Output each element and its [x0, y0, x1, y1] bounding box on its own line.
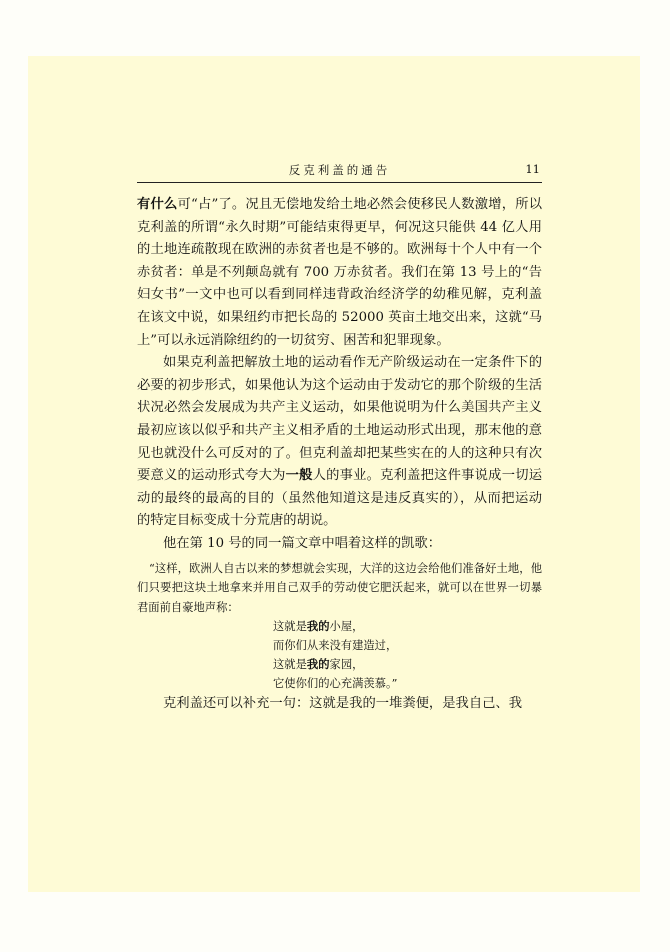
- quote-text: “这样，欧洲人自古以来的梦想就会实现，大洋的这边会给他们准备好土地，他们只要把这块土地拿来并用自己双手的劳动使它肥沃起来，就可以在世界一切暴君面前自豪地声称：: [137, 561, 542, 614]
- paragraph-1: [137, 194, 542, 352]
- poem-line-4: 它使你们的心充满羡慕。”: [273, 677, 398, 690]
- paragraph-2: [137, 352, 542, 533]
- poem-line-1: [273, 617, 542, 636]
- paragraph-3: 他在第 10 号的同一篇文章中唱着这样的凯歌：: [163, 535, 442, 551]
- poem-line-2: 而你们从来没有建造过，: [273, 639, 398, 652]
- paragraph-2-text-a: 如果克利盖把解放土地的运动看作无产阶级运动在一定条件下的必要的初步形式，如果他认为这个运动由于发动它的那个阶级的生活状况必然会发展成为共产主义运动，如果他说明为什么美国共产主义最初应该以似乎和共产主义相矛盾的土地运动形式出现，那末他的意见也就没什么可反对的了。但克利盖却把某些实在的人的这种只有次要意义的运动形式夸大为: [137, 355, 542, 484]
- poem-line-1-emphasis: 我的: [306, 619, 330, 633]
- document-body: [137, 194, 542, 716]
- poem-line-3-a: 这就是: [273, 658, 307, 671]
- paragraph-1-text: 可“占”了。况且无偿地发给土地必然会使移民人数激增，所以克利盖的所谓“永久时期”可能结束得更早，何况这只能供 44 亿人用的土地连疏散现在欧洲的赤贫者也是不够的。欧洲每十个人中有一个赤贫者：单是不列颠岛就有 700 万赤贫者。我们在第 13 号上的“告妇女书”一文中也可以看到同样违背政治经济学的幼稚见解，克利盖在该文中说，如果纽约市把长岛的 52000 英亩土地交出来，这就“马上”可以永远消除纽约的一切贫穷、困苦和犯罪现象。: [137, 197, 542, 348]
- paragraph-2-emphasis: 一般: [285, 468, 313, 484]
- poem-line-3: [273, 655, 542, 674]
- poem-line-3-emphasis: 我的: [306, 657, 330, 671]
- header-title: 反克利盖的通告: [288, 163, 391, 177]
- paragraph-1-lead: 有什么: [137, 197, 178, 212]
- running-header: [137, 160, 542, 183]
- poem-line-1-c: 小屋，: [329, 620, 364, 633]
- page-number: 11: [525, 162, 540, 176]
- poem-line-1-a: 这就是: [273, 620, 307, 633]
- paragraph-2-text-b: 人的事业。克利盖把这件事说成一切运动的最终的最高的目的（虽然他知道这是违反真实的），从而把运动的特定目标变成十分荒唐的胡说。: [137, 468, 543, 529]
- block-quote: [137, 559, 542, 694]
- poem: [273, 617, 542, 693]
- paragraph-4: 克利盖还可以补充一句：这就是我的一堆粪便，是我自己、我: [163, 696, 523, 711]
- poem-line-3-c: 家园，: [329, 658, 364, 671]
